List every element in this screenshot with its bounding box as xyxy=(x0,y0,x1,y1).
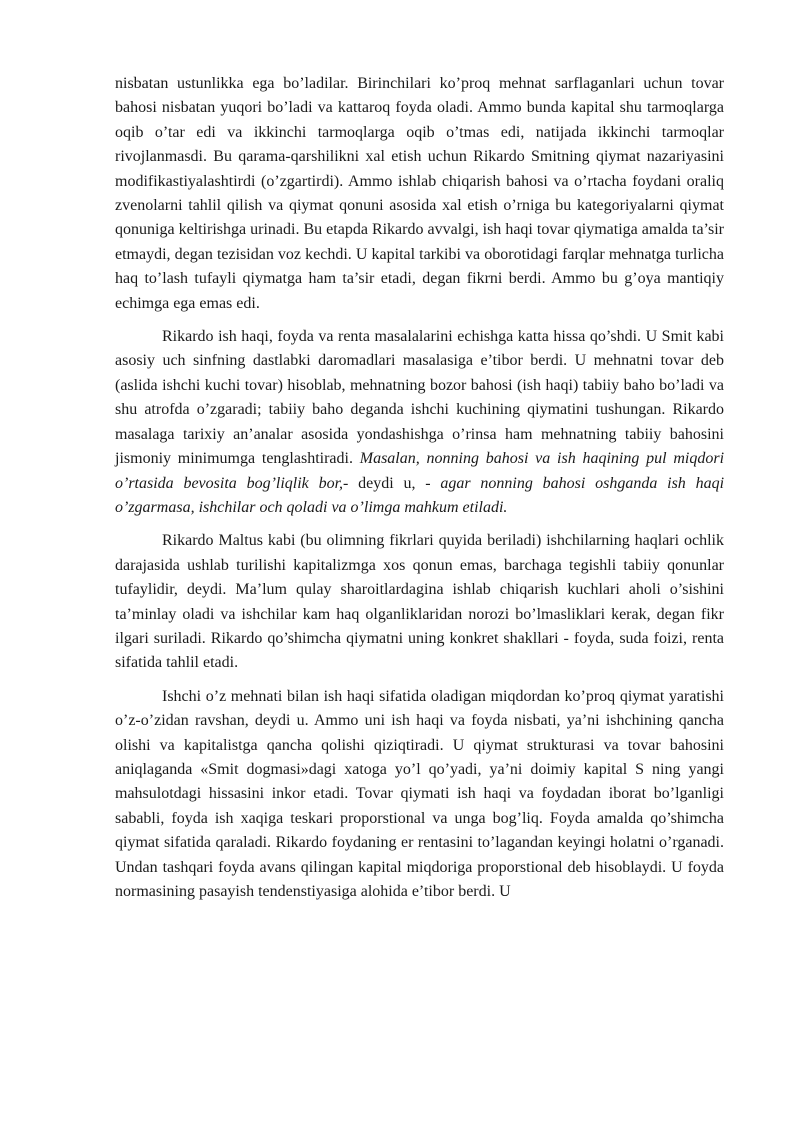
quote-1: Masalan, nonning bahosi va ish haqining pul miqdori o’rtasida bevosita bog’liqlik bor, xyxy=(115,450,725,492)
paragraph-2-attribution: - deydi u, - xyxy=(343,474,431,492)
paragraph-2-intro: Rikardo ish haqi, foyda va renta masalalarini echishga katta hissa qo’shdi. U Smit kabi asosiy uch sinfning dastlabki daromadlari masalasiga e’tibor berdi. U mehnatni tovar deb (aslida ishchi kuchi tovar) hisoblab, mehnatning bozor bahosi (ish haqi) tabiiy baho bo’ladi va shu atrofda o’zgaradi; tabiiy baho deganda ishchi kuchining qiymatini tushungan. Rikardo masalaga tarixiy an’analar asosida yondashishga o’rinsa ham mehnatning tabiiy bahosini jismoniy minimumga tenglashtiradi. xyxy=(115,328,724,468)
document-page xyxy=(115,72,724,904)
paragraph-1: nisbatan ustunlikka ega bo’ladilar. Birinchilari ko’proq mehnat sarflaganlari uchun tovar bahosi nisbatan yuqori bo’ladi va kattaroq foyda oladi. Ammo bunda kapital shu tarmoqlarga oqib o’tar edi va ikkinchi tarmoqlarga oqib o’tmas edi, natijada ikkinchi tarmoqlar rivojlanmasdi. Bu qarama-qarshilikni xal etish uchun Rikardo Smitning qiymat nazariyasini modifikastiyalashtirdi (o’zgartirdi). Ammo ishlab chiqarish bahosi va o’rtacha foydani oraliq zvenolarni tahlil qilish va qiymat qonuni asosida xal etish o’rniga bu kategoriyalarni qiymat qonuniga keltirishga urinadi. Bu etapda Rikardo avvalgi, ish haqi tovar qiymatiga amalda ta’sir etmaydi, degan tezisidan voz kechdi. U kapital tarkibi va oborotidagi farqlar mehnatga turlicha haq to’lash tufayli qiymatga ham ta’sir etadi, degan fikrni berdi. Ammo bu g’oya mantiqiy echimga ega emas edi. xyxy=(115,75,724,312)
paragraph-3: Rikardo Maltus kabi (bu olimning fikrlari quyida beriladi) ishchilarning haqlari ochlik darajasida ushlab turilishi kapitalizmga xos qonun emas, barchaga tegishli tabiiy qonunlar tufaylidir, deydi. Ma’lum qulay sharoitlardagina ishlab chiqarish kuchlari aholi o’sishini ta’minlay oladi va ishchilar kam haq olganliklaridan norozi bo’lmasliklari kerak, degan fikr ilgari suriladi. Rikardo qo’shimcha qiymatni uning konkret shakllari - foyda, suda foizi, renta sifatida tahlil etadi. xyxy=(115,532,724,672)
quote-2: agar nonning bahosi oshganda ish haqi o’zgarmasa, ishchilar och qoladi va o’limga mahkum etiladi. xyxy=(115,474,725,516)
paragraph-4: Ishchi o’z mehnati bilan ish haqi sifatida oladigan miqdordan ko’proq qiymat yaratishi o’z-o’zidan ravshan, deydi u. Ammo uni ish haqi va foyda nisbati, ya’ni ishchining qancha olishi va kapitalistga qancha qolishi qiziqtiradi. U qiymat strukturasi va tovar bahosini aniqlaganda «Smit dogmasi»dagi xatoga yo’l qo’yadi, ya’ni doimiy kapital S ning yangi mahsulotdagi hissasini inkor etadi. Tovar qiymati ish haqi va foydadan iborat bo’lganligi sababli, foyda ish xaqiga teskari proporstional va unga bog’liq. Foyda amalda qo’shimcha qiymat sifatida qaraladi. Rikardo foydaning er rentasini to’lagandan keyingi holatni o’rganadi. Undan tashqari foyda avans qilingan kapital miqdoriga proporstional deb hisoblaydi. U foyda normasining pasayish tendenstiyasiga alohida e’tibor berdi. U xyxy=(115,687,724,900)
paragraph-2 xyxy=(115,325,724,520)
